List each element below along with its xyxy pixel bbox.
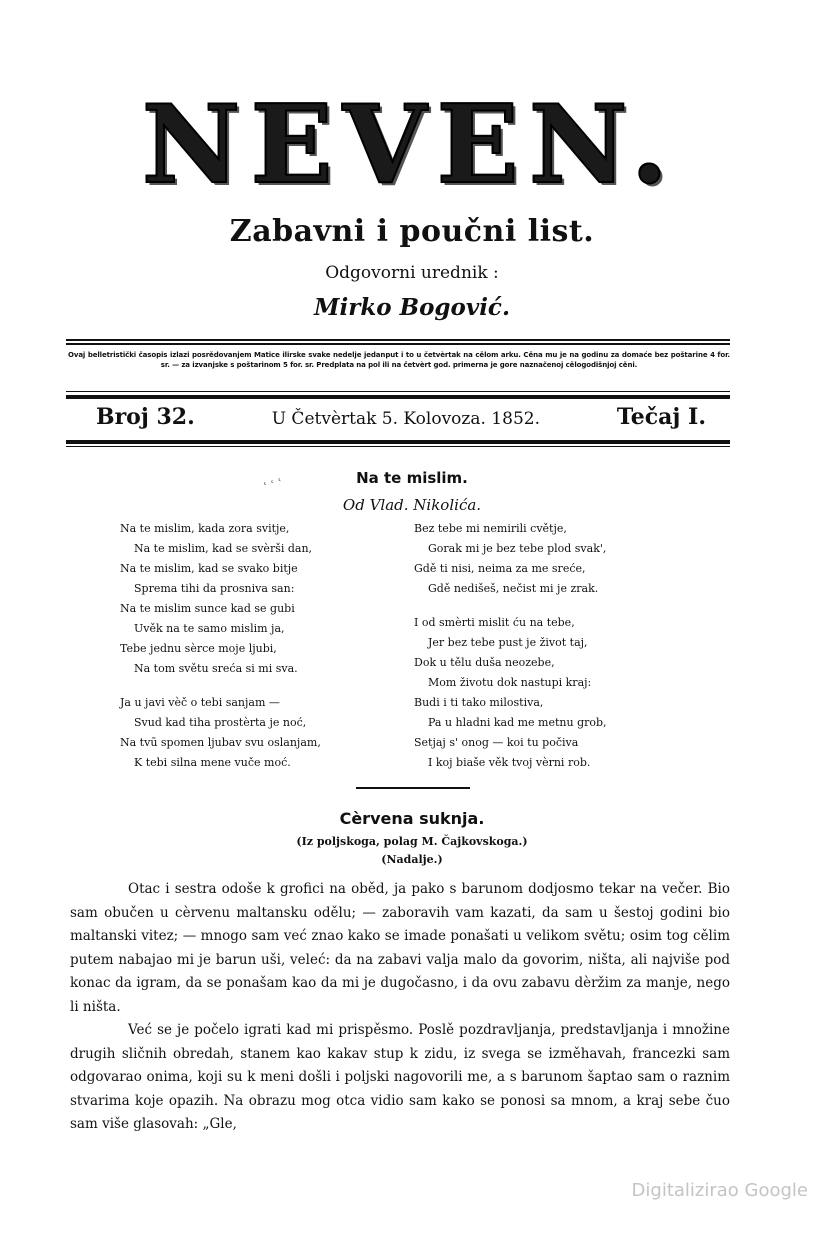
issue-rule-thin	[66, 446, 730, 447]
poem-line: Tebe jednu sèrce moje ljubi,	[120, 642, 277, 655]
masthead-title: NEVEN.	[141, 82, 679, 208]
poem-line: Mom životu dok nastupi kraj:	[428, 676, 592, 689]
issue-date: U Četvèrtak 5. Kolovoza. 1852.	[271, 409, 540, 429]
story-paragraph: Otac i sestra odoše k grofici na oběd, ja pako s barunom dodjosmo tekar na večer. Bio sam obučen u cèrvenu maltansku odělu; — zaboravih vam kazati, da sam u šestoj godini bio maltanski vitez; — mnogo sam već znao kako se imade ponašati u velikom světu; osim tog cělim putem nabajao mi je barun uši, veleć: da na zabavi valja malo da govorim, ništa, ali najviše pod konac da igram, da se ponašam kao da mi je dugočasno, i da ovu zabavu dèržim za manje, nego li ništa.	[70, 881, 730, 1015]
poem-left-column	[120, 519, 420, 773]
story-source: (Iz poljskoga, polag M. Čajkovskoga.)	[296, 835, 528, 848]
story-paragraph: Već se je počelo igrati kad mi prispěsmo. Poslě pozdravljanja, predstavljanja i množine drugih sličnih obredah, stanem kao kakav stup k zidu, iz svega se izměhavah, francezki sam odgovarao onima, koji su k meni došli i poljski nagovorili me, a s barunom šaptao sam o raznim stvarima koje opazih. Na obrazu mog otca vidio sam kako se ponosi sa mnom, a kraj sebe čuo sam više glasovah: „Gle,	[70, 1022, 730, 1132]
story-continuation: (Nadalje.)	[381, 853, 443, 866]
editor-name: Mirko Bogović.	[314, 294, 510, 321]
poem-line: Na te mislim, kada zora svitje,	[120, 522, 290, 535]
poem-stanza	[414, 519, 714, 599]
poem-line: Jer bez tebe pust je život taj,	[428, 636, 588, 649]
poem-stanza	[120, 519, 420, 679]
ink-mark: ʿ ʿ ʿ	[262, 475, 285, 495]
story-body	[70, 878, 730, 1137]
poem-line: Pa u hladni kad me metnu grob,	[428, 716, 607, 729]
issue-volume: Tečaj I.	[616, 404, 706, 430]
poem-line: Gorak mi je bez tebe plod svak',	[428, 542, 607, 555]
poem-line: Dok u tělu duša neozebe,	[414, 656, 555, 669]
subtitle: Zabavni i poučni list.	[229, 214, 595, 249]
notice-rule	[66, 391, 730, 392]
story-title: Cèrvena suknja.	[339, 809, 485, 828]
poem-line: Gdě nedišeš, nečist mi je zrak.	[428, 582, 599, 595]
issue-number: Broj 32.	[96, 404, 195, 430]
masthead	[110, 82, 710, 208]
poem-line: Sprema tihi da prosniva san:	[134, 582, 295, 595]
poem-line: Budi i ti tako milostiva,	[414, 696, 544, 709]
header-rule	[66, 339, 730, 345]
poem-title: Na te mislim.	[356, 469, 468, 487]
poem-line: Na te mislim, kad se svèrši dan,	[134, 542, 313, 555]
subscription-notice: Ovaj belletristički časopis izlazi posrědovanjem Matice ilirske svake nedelje jedanput i to u četvèrtak na cělom arku. Cěna mu je na godinu za domaće bez poštarine 4 for. sr. — za izvanjske s poštarinom 5 for. sr. Predplata na pol ili na četvèrt god. primerna je gore naznačenoj cělogodišnjoj cěni.	[68, 351, 730, 369]
poem-line: I koj biaše věk tvoj vèrni rob.	[428, 756, 591, 769]
poem-line: K tebi silna mene vuče moć.	[134, 756, 291, 769]
poem-right-column	[414, 519, 714, 773]
poem-stanza	[414, 613, 714, 773]
poem-line: Setjaj s' onog — koi tu počiva	[414, 736, 579, 749]
editor-label: Odgovorni urednik :	[325, 263, 499, 283]
poem-line: Ja u javi vèč o tebi sanjam —	[120, 696, 280, 709]
poem-line: Bez tebe mi nemirili cvětje,	[414, 522, 567, 535]
poem-line: Uvěk na te samo mislim ja,	[134, 622, 285, 635]
poem-stanza	[120, 693, 420, 773]
poem-line: I od smèrti mislit ću na tebe,	[414, 616, 575, 629]
poem-line: Gdě ti nisi, neima za me sreće,	[414, 562, 586, 575]
issue-line	[96, 404, 706, 430]
poem-line: Na tom světu sreća si mi sva.	[134, 662, 298, 675]
poem-author: Od Vlad. Nikolića.	[342, 496, 482, 514]
notice-rule-thick	[66, 395, 730, 399]
poem-line: Na te mislim sunce kad se gubi	[120, 602, 295, 615]
poem-line: Svud kad tiha prostèrta je noć,	[134, 716, 307, 729]
watermark: Digitalizirao Google	[631, 1180, 808, 1201]
issue-rule	[66, 440, 730, 444]
poem-line: Na tvū spomen ljubav svu oslanjam,	[120, 736, 321, 749]
poem-line: Na te mislim, kad se svako bitje	[120, 562, 298, 575]
section-separator	[356, 787, 470, 789]
